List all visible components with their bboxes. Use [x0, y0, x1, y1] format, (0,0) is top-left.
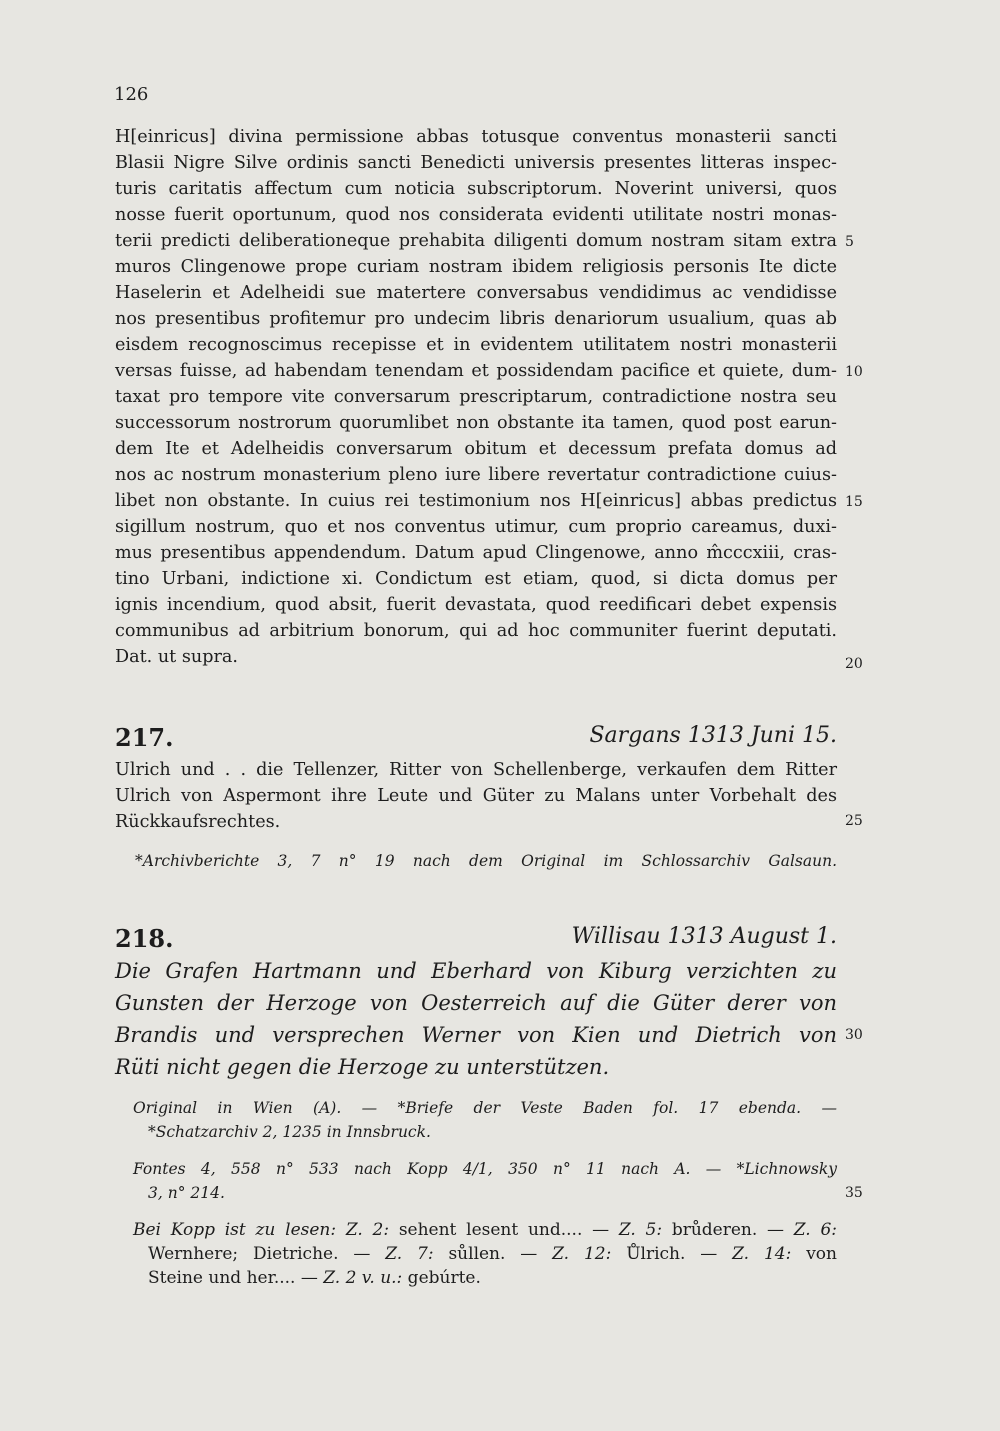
note-fragment: sehent lesent und.... —	[389, 1220, 619, 1240]
text-line: Dat. ut supra.	[115, 647, 238, 667]
regest-line: Rückkaufsrechtes.	[115, 812, 281, 832]
regest-line: Brandis und versprechen Werner von Kien und Dietrich von	[115, 1023, 837, 1047]
note-fragment: Z. 12:	[552, 1244, 612, 1264]
note-fragment: Z. 5:	[618, 1220, 663, 1240]
note-fragment: Z. 2:	[345, 1220, 390, 1240]
source-note: *Schatzarchiv 2, 1235 in Innsbruck.	[148, 1123, 431, 1141]
text-line: mus presentibus appendendum. Datum apud Clingenowe, anno m̂cccxiii, cras-	[115, 543, 837, 563]
entry-number: 218.	[115, 924, 174, 953]
source-note: *Archivberichte 3, 7 n° 19 nach dem Original im Schlossarchiv Galsaun.	[135, 852, 837, 870]
text-line: H[einricus] divina permissione abbas totusque conventus monasterii sancti	[115, 127, 837, 147]
regest-line: Ulrich von Aspermont ihre Leute und Güter zu Malans unter Vorbehalt des	[115, 786, 837, 806]
source-note: Original in Wien (A). — *Briefe der Veste Baden fol. 17 ebenda. —	[133, 1099, 837, 1117]
note-fragment: Steine und her.... —	[148, 1268, 324, 1288]
note-fragment: Z. 14:	[732, 1244, 792, 1264]
reading-note	[148, 1242, 837, 1266]
text-line: nosse fuerit oportunum, quod nos considerata evidenti utilitate nostri monas-	[115, 205, 837, 225]
text-line: taxat pro tempore vite conversarum prescriptarum, contradictione nostra seu	[115, 387, 837, 407]
line-number: 25	[845, 813, 863, 829]
text-line: muros Clingenowe prope curiam nostram ibidem religiosis personis Ite dicte	[115, 257, 837, 277]
text-line: terii predicti deliberationeque prehabita diligenti domum nostram sitam extra	[115, 231, 837, 251]
entry-date: Sargans 1313 Juni 15.	[589, 723, 837, 748]
note-fragment: Bei Kopp ist zu lesen:	[133, 1220, 346, 1240]
text-line: dem Ite et Adelheidis conversarum obitum et decessum prefata domus ad	[115, 439, 837, 459]
text-line: turis caritatis affectum cum noticia subscriptorum. Noverint universi, quos	[115, 179, 837, 199]
note-fragment: Z. 2 v. u.:	[323, 1268, 403, 1288]
note-fragment: sůllen. —	[433, 1244, 553, 1264]
text-line: tino Urbani, indictione xi. Condictum est etiam, quod, si dicta domus per	[115, 569, 837, 589]
regest-line: Die Grafen Hartmann und Eberhard von Kiburg verzichten zu	[115, 959, 837, 983]
line-number: 5	[845, 234, 854, 250]
source-note: 3, n° 214.	[148, 1184, 225, 1202]
reading-note	[133, 1218, 837, 1242]
text-line: nos presentibus profitemur pro undecim libris denariorum usualium, quas ab	[115, 309, 837, 329]
reading-note	[148, 1266, 837, 1290]
text-line: sigillum nostrum, quo et nos conventus utimur, cum proprio careamus, duxi-	[115, 517, 837, 537]
regest-line: Ulrich und . . die Tellenzer, Ritter von Schellenberge, verkaufen dem Ritter	[115, 760, 837, 780]
note-fragment: brůderen. —	[662, 1220, 794, 1240]
note-fragment: Z. 6:	[793, 1220, 837, 1240]
line-number: 20	[845, 656, 863, 672]
note-fragment: von	[791, 1244, 837, 1264]
text-line: Blasii Nigre Silve ordinis sancti Benedicti universis presentes litteras inspec-	[115, 153, 837, 173]
text-line: Haselerin et Adelheidi sue matertere conversabus vendidimus ac vendidisse	[115, 283, 837, 303]
regest-line: Rüti nicht gegen die Herzoge zu unterstützen.	[115, 1055, 610, 1079]
note-fragment: gebúrte.	[402, 1268, 481, 1288]
page-number: 126	[114, 84, 149, 105]
line-number: 10	[845, 364, 863, 380]
line-number: 30	[845, 1027, 863, 1043]
text-line: eisdem recognoscimus recepisse et in evidentem utilitatem nostri monasterii	[115, 335, 837, 355]
text-line: libet non obstante. In cuius rei testimonium nos H[einricus] abbas predictus	[115, 491, 837, 511]
text-line: versas fuisse, ad habendam tenendam et possidendam pacifice et quiete, dum-	[115, 361, 837, 381]
text-line: communibus ad arbitrium bonorum, qui ad hoc communiter fuerint deputati.	[115, 621, 837, 641]
text-line: ignis incendium, quod absit, fuerit devastata, quod reedificari debet expensis	[115, 595, 837, 615]
note-fragment: Ůlrich. —	[611, 1244, 733, 1264]
entry-date: Willisau 1313 August 1.	[571, 924, 837, 949]
text-line: nos ac nostrum monasterium pleno iure libere revertatur contradictione cuius-	[115, 465, 837, 485]
note-fragment: Z. 7:	[385, 1244, 434, 1264]
note-fragment: Wernhere; Dietriche. —	[148, 1244, 386, 1264]
source-note: Fontes 4, 558 n° 533 nach Kopp 4/1, 350 n° 11 nach A. — *Lichnowsky	[133, 1160, 837, 1178]
entry-number: 217.	[115, 723, 174, 752]
line-number: 15	[845, 494, 863, 510]
text-line: successorum nostrorum quorumlibet non obstante ita tamen, quod post earun-	[115, 413, 837, 433]
regest-line: Gunsten der Herzoge von Oesterreich auf die Güter derer von	[115, 991, 837, 1015]
line-number: 35	[845, 1185, 863, 1201]
